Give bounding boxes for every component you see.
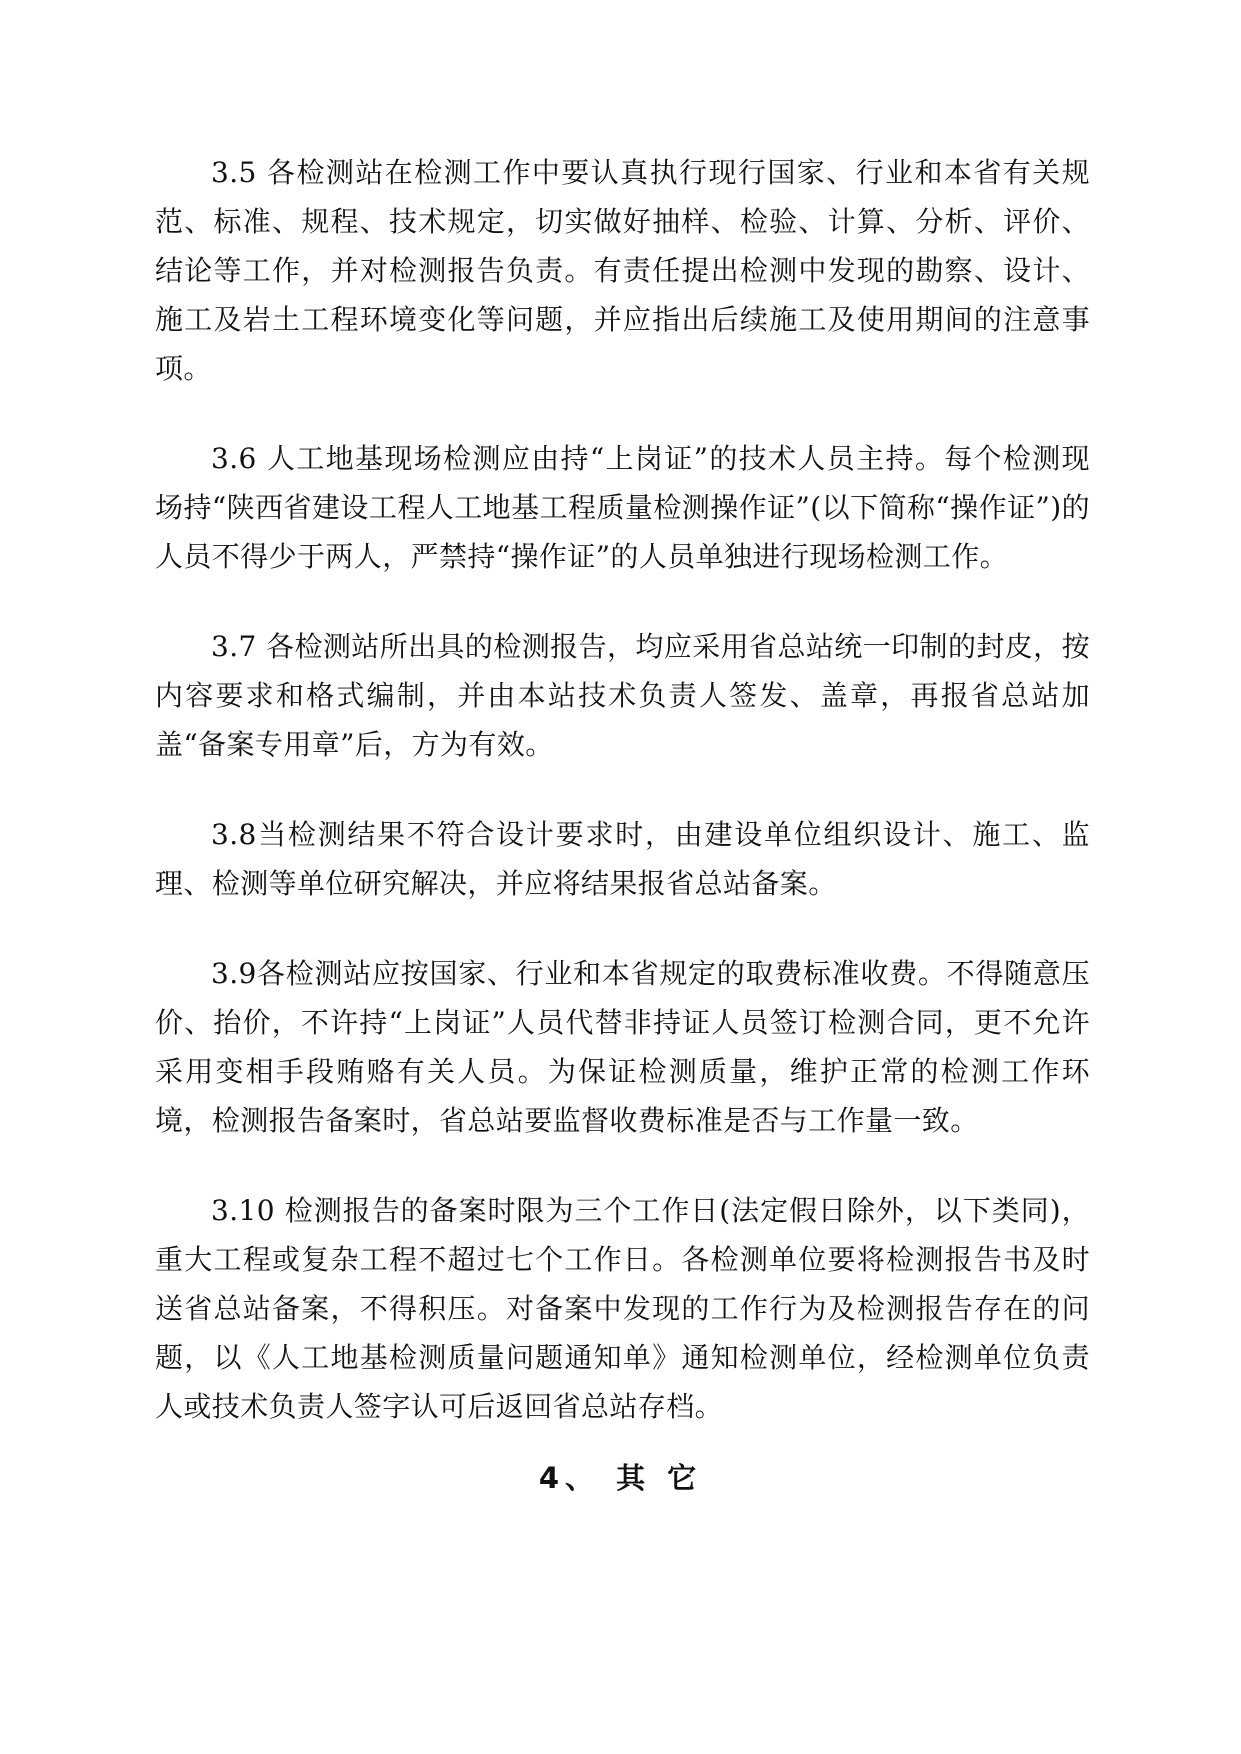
paragraph-3-7: 3.7 各检测站所出具的检测报告，均应采用省总站统一印制的封皮，按内容要求和格式编制，并由本站技术负责人签发、盖章，再报省总站加盖“备案专用章”后，方为有效。: [155, 630, 1090, 761]
section-heading-4: 4、 其 它: [538, 1461, 703, 1495]
paragraph-3-8: 3.8当检测结果不符合设计要求时，由建设单位组织设计、施工、监理、检测等单位研究解决，并应将结果报省总站备案。: [155, 818, 1090, 900]
paragraph-3-5: 3.5 各检测站在检测工作中要认真执行现行国家、行业和本省有关规范、标准、规程、技术规定，切实做好抽样、检验、计算、分析、评价、结论等工作，并对检测报告负责。有责任提出检测中发现的勘察、设计、施工及岩土工程环境变化等问题，并应指出后续施工及使用期间的注意事项。: [155, 156, 1090, 385]
paragraph-3-10: 3.10 检测报告的备案时限为三个工作日(法定假日除外，以下类同)，重大工程或复杂工程不超过七个工作日。各检测单位要将检测报告书及时送省总站备案，不得积压。对备案中发现的工作行为及检测报告存在的问题，以《人工地基检测质量问题通知单》通知检测单位，经检测单位负责人或技术负责人签字认可后返回省总站存档。: [155, 1194, 1090, 1423]
document-body: [155, 148, 1090, 1472]
paragraph-3-6: 3.6 人工地基现场检测应由持“上岗证”的技术人员主持。每个检测现场持“陕西省建设工程人工地基工程质量检测操作证”(以下简称“操作证”)的人员不得少于两人，严禁持“操作证”的人员单独进行现场检测工作。: [155, 442, 1090, 573]
paragraph-3-9: 3.9各检测站应按国家、行业和本省规定的取费标准收费。不得随意压价、抬价，不许持“上岗证”人员代替非持证人员签订检测合同，更不允许采用变相手段贿赂有关人员。为保证检测质量，维护正常的检测工作环境，检测报告备案时，省总站要监督收费标准是否与工作量一致。: [155, 957, 1090, 1137]
